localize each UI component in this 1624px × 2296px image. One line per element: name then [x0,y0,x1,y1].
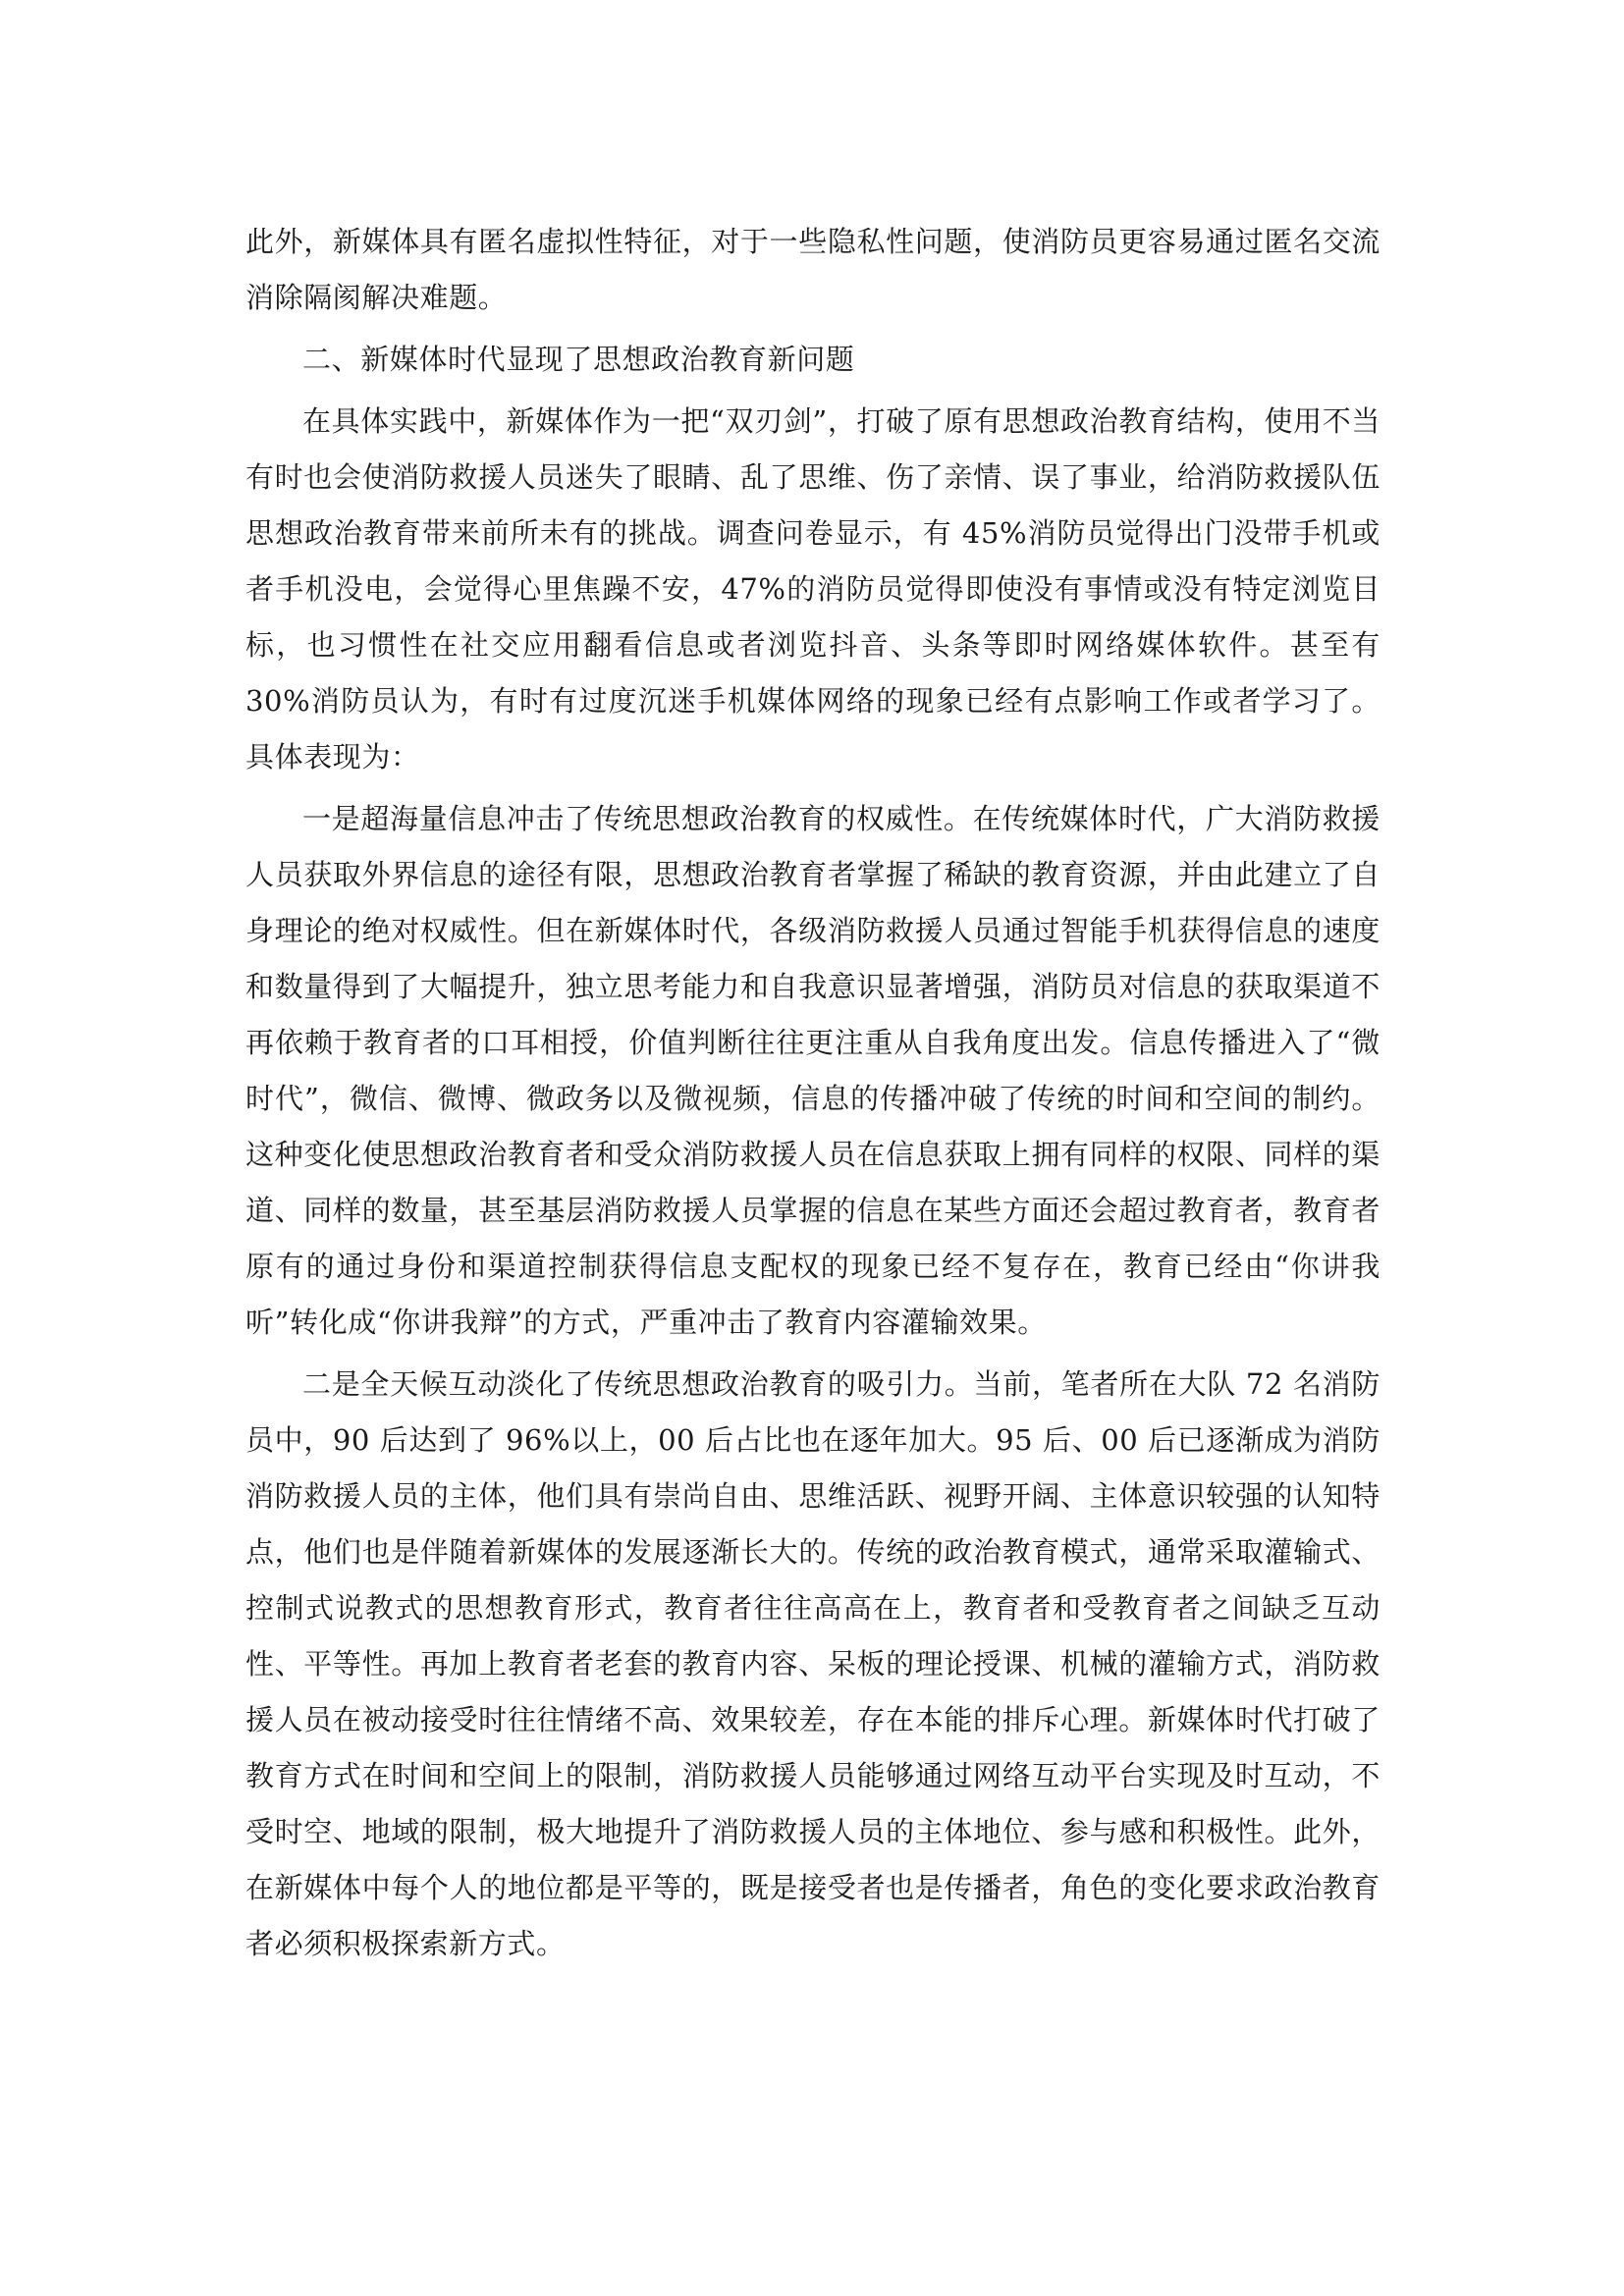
document-page [245,214,1380,1978]
paragraph-intro: 此外，新媒体具有匿名虚拟性特征，对于一些隐私性问题，使消防员更容易通过匿名交流消除隔阂解决难题。 [245,225,1380,314]
paragraph-practice: 在具体实践中，新媒体作为一把“双刃剑”，打破了原有思想政治教育结构，使用不当有时也会使消防救援人员迷失了眼睛、乱了思维、伤了亲情、误了事业，给消防救援队伍思想政治教育带来前所未有的挑战。调查问卷显示，有 45%消防员觉得出门没带手机或者手机没电，会觉得心里焦躁不安，47%的消防员觉得即使没有事情或没有特定浏览目标，也习惯性在社交应用翻看信息或者浏览抖音、头条等即时网络媒体软件。甚至有 30%消防员认为，有时有过度沉迷手机媒体网络的现象已经有点影响工作或者学习了。具体表现为： [245,404,1380,774]
paragraph-point-two: 二是全天候互动淡化了传统思想政治教育的吸引力。当前，笔者所在大队 72 名消防员中，90 后达到了 96%以上，00 后占比也在逐年加大。95 后、00 后已逐渐成为消防消防救援人员的主体，他们具有崇尚自由、思维活跃、视野开阔、主体意识较强的认知特点，他们也是伴随着新媒体的发展逐渐长大的。传统的政治教育模式，通常采取灌输式、控制式说教式的思想教育形式，教育者往往高高在上，教育者和受教育者之间缺乏互动性、平等性。再加上教育者老套的教育内容、呆板的理论授课、机械的灌输方式，消防救援人员在被动接受时往往情绪不高、效果较差，存在本能的排斥心理。新媒体时代打破了教育方式在时间和空间上的限制，消防救援人员能够通过网络互动平台实现及时互动，不受时空、地域的限制，极大地提升了消防救援人员的主体地位、参与感和积极性。此外，在新媒体中每个人的地位都是平等的，既是接受者也是传播者，角色的变化要求政治教育者必须积极探索新方式。 [245,1367,1380,1960]
section-heading: 二、新媒体时代显现了思想政治教育新问题 [302,343,855,376]
paragraph-point-one: 一是超海量信息冲击了传统思想政治教育的权威性。在传统媒体时代，广大消防救援人员获取外界信息的途径有限，思想政治教育者掌握了稀缺的教育资源，并由此建立了自身理论的绝对权威性。但在新媒体时代，各级消防救援人员通过智能手机获得信息的速度和数量得到了大幅提升，独立思考能力和自我意识显著增强，消防员对信息的获取渠道不再依赖于教育者的口耳相授，价值判断往往更注重从自我角度出发。信息传播进入了“微时代”，微信、微博、微政务以及微视频，信息的传播冲破了传统的时间和空间的制约。这种变化使思想政治教育者和受众消防救援人员在信息获取上拥有同样的权限、同样的渠道、同样的数量，甚至基层消防救援人员掌握的信息在某些方面还会超过教育者，教育者原有的通过身份和渠道控制获得信息支配权的现象已经不复存在，教育已经由“你讲我听”转化成“你讲我辩”的方式，严重冲击了教育内容灌输效果。 [245,802,1380,1339]
